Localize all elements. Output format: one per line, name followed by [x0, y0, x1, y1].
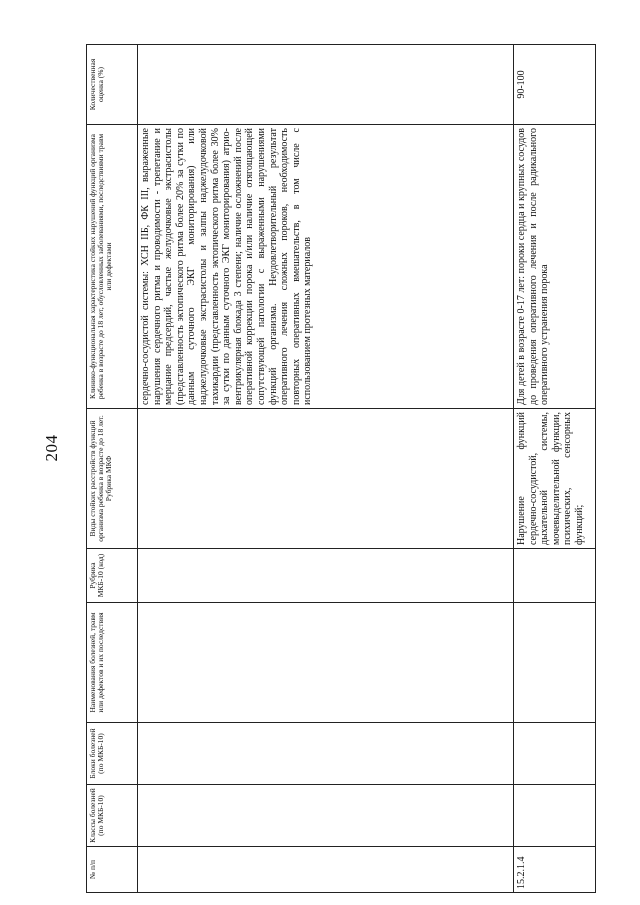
- cell-class: [138, 785, 514, 847]
- page-number: 204: [42, 434, 61, 462]
- header-blocks: Блоки болезней (по МКБ-10): [87, 723, 138, 785]
- cell-num: 15.2.1.4: [514, 847, 596, 893]
- header-score: Количественная оценка (%): [87, 45, 138, 125]
- header-diseases: Наименования болезней, травм или дефектов и их последствия: [87, 603, 138, 723]
- header-row: [87, 45, 138, 893]
- table-row: [138, 45, 514, 893]
- cell-block: [138, 723, 514, 785]
- cell-score: [138, 45, 514, 125]
- cell-class: [514, 785, 596, 847]
- cell-disease: [514, 603, 596, 723]
- cell-block: [514, 723, 596, 785]
- header-num: № п/п: [87, 847, 138, 893]
- cell-score: 90-100: [514, 45, 596, 125]
- disability-criteria-table: [86, 44, 596, 893]
- cell-clinical: Для детей в возрасте 0-17 лет: пороки сердца и крупных сосудов до проведения оперативного лечения и после радикального оперативного устранения порока: [514, 125, 596, 409]
- cell-icd-code: [514, 549, 596, 603]
- header-clinical: Клинико-функциональная характеристика стойких нарушений функций организма ребенка в возрасте до 18 лет, обусловленных заболеваниями, последствиями травм или дефектами: [87, 125, 138, 409]
- header-icd-code: Рубрика МКБ-10 (код): [87, 549, 138, 603]
- cell-disease: [138, 603, 514, 723]
- cell-disorder: [138, 409, 514, 549]
- header-classes: Классы болезней (по МКБ-10): [87, 785, 138, 847]
- cell-num: [138, 847, 514, 893]
- cell-icd-code: [138, 549, 514, 603]
- document-table-sheet: [86, 45, 596, 893]
- table-row: [514, 45, 596, 893]
- header-disorder-types: Виды стойких расстройств функций организма ребенка в возрасте до 18 лет. Рубрика МКФ: [87, 409, 138, 549]
- cell-clinical: сердечно-сосудистой системы: ХСН IIБ, ФК III, выраженные нарушения сердечного ритма и проводимости - трепетание и мерцание предсердий, частые желудочковые экстрасистолы (представленность эктопического ритма более 20% за сутки по данным суточного ЭКГ мониторирования) или наджелудочковые экстрасистолы и залпы наджелудочковой тахикардии (представленность эктопического ритма более 30% за сутки по данным суточного ЭКГ мониторирования) атрио-вентрикулярная блокада 3 степени; наличие осложнений после оперативной коррекции порока и/или наличие отягощающей сопутствующей патологии с выраженными нарушениями функций организма. Неудовлетворительный результат оперативного лечения сложных пороков, необходимость повторных оперативных вмешательств, в том числе с использованием протезных материалов: [138, 125, 514, 409]
- cell-disorder: Нарушение функций сердечно-сосудистой, дыхательной системы, мочевыделительной функции, психических, сенсорных функций;: [514, 409, 596, 549]
